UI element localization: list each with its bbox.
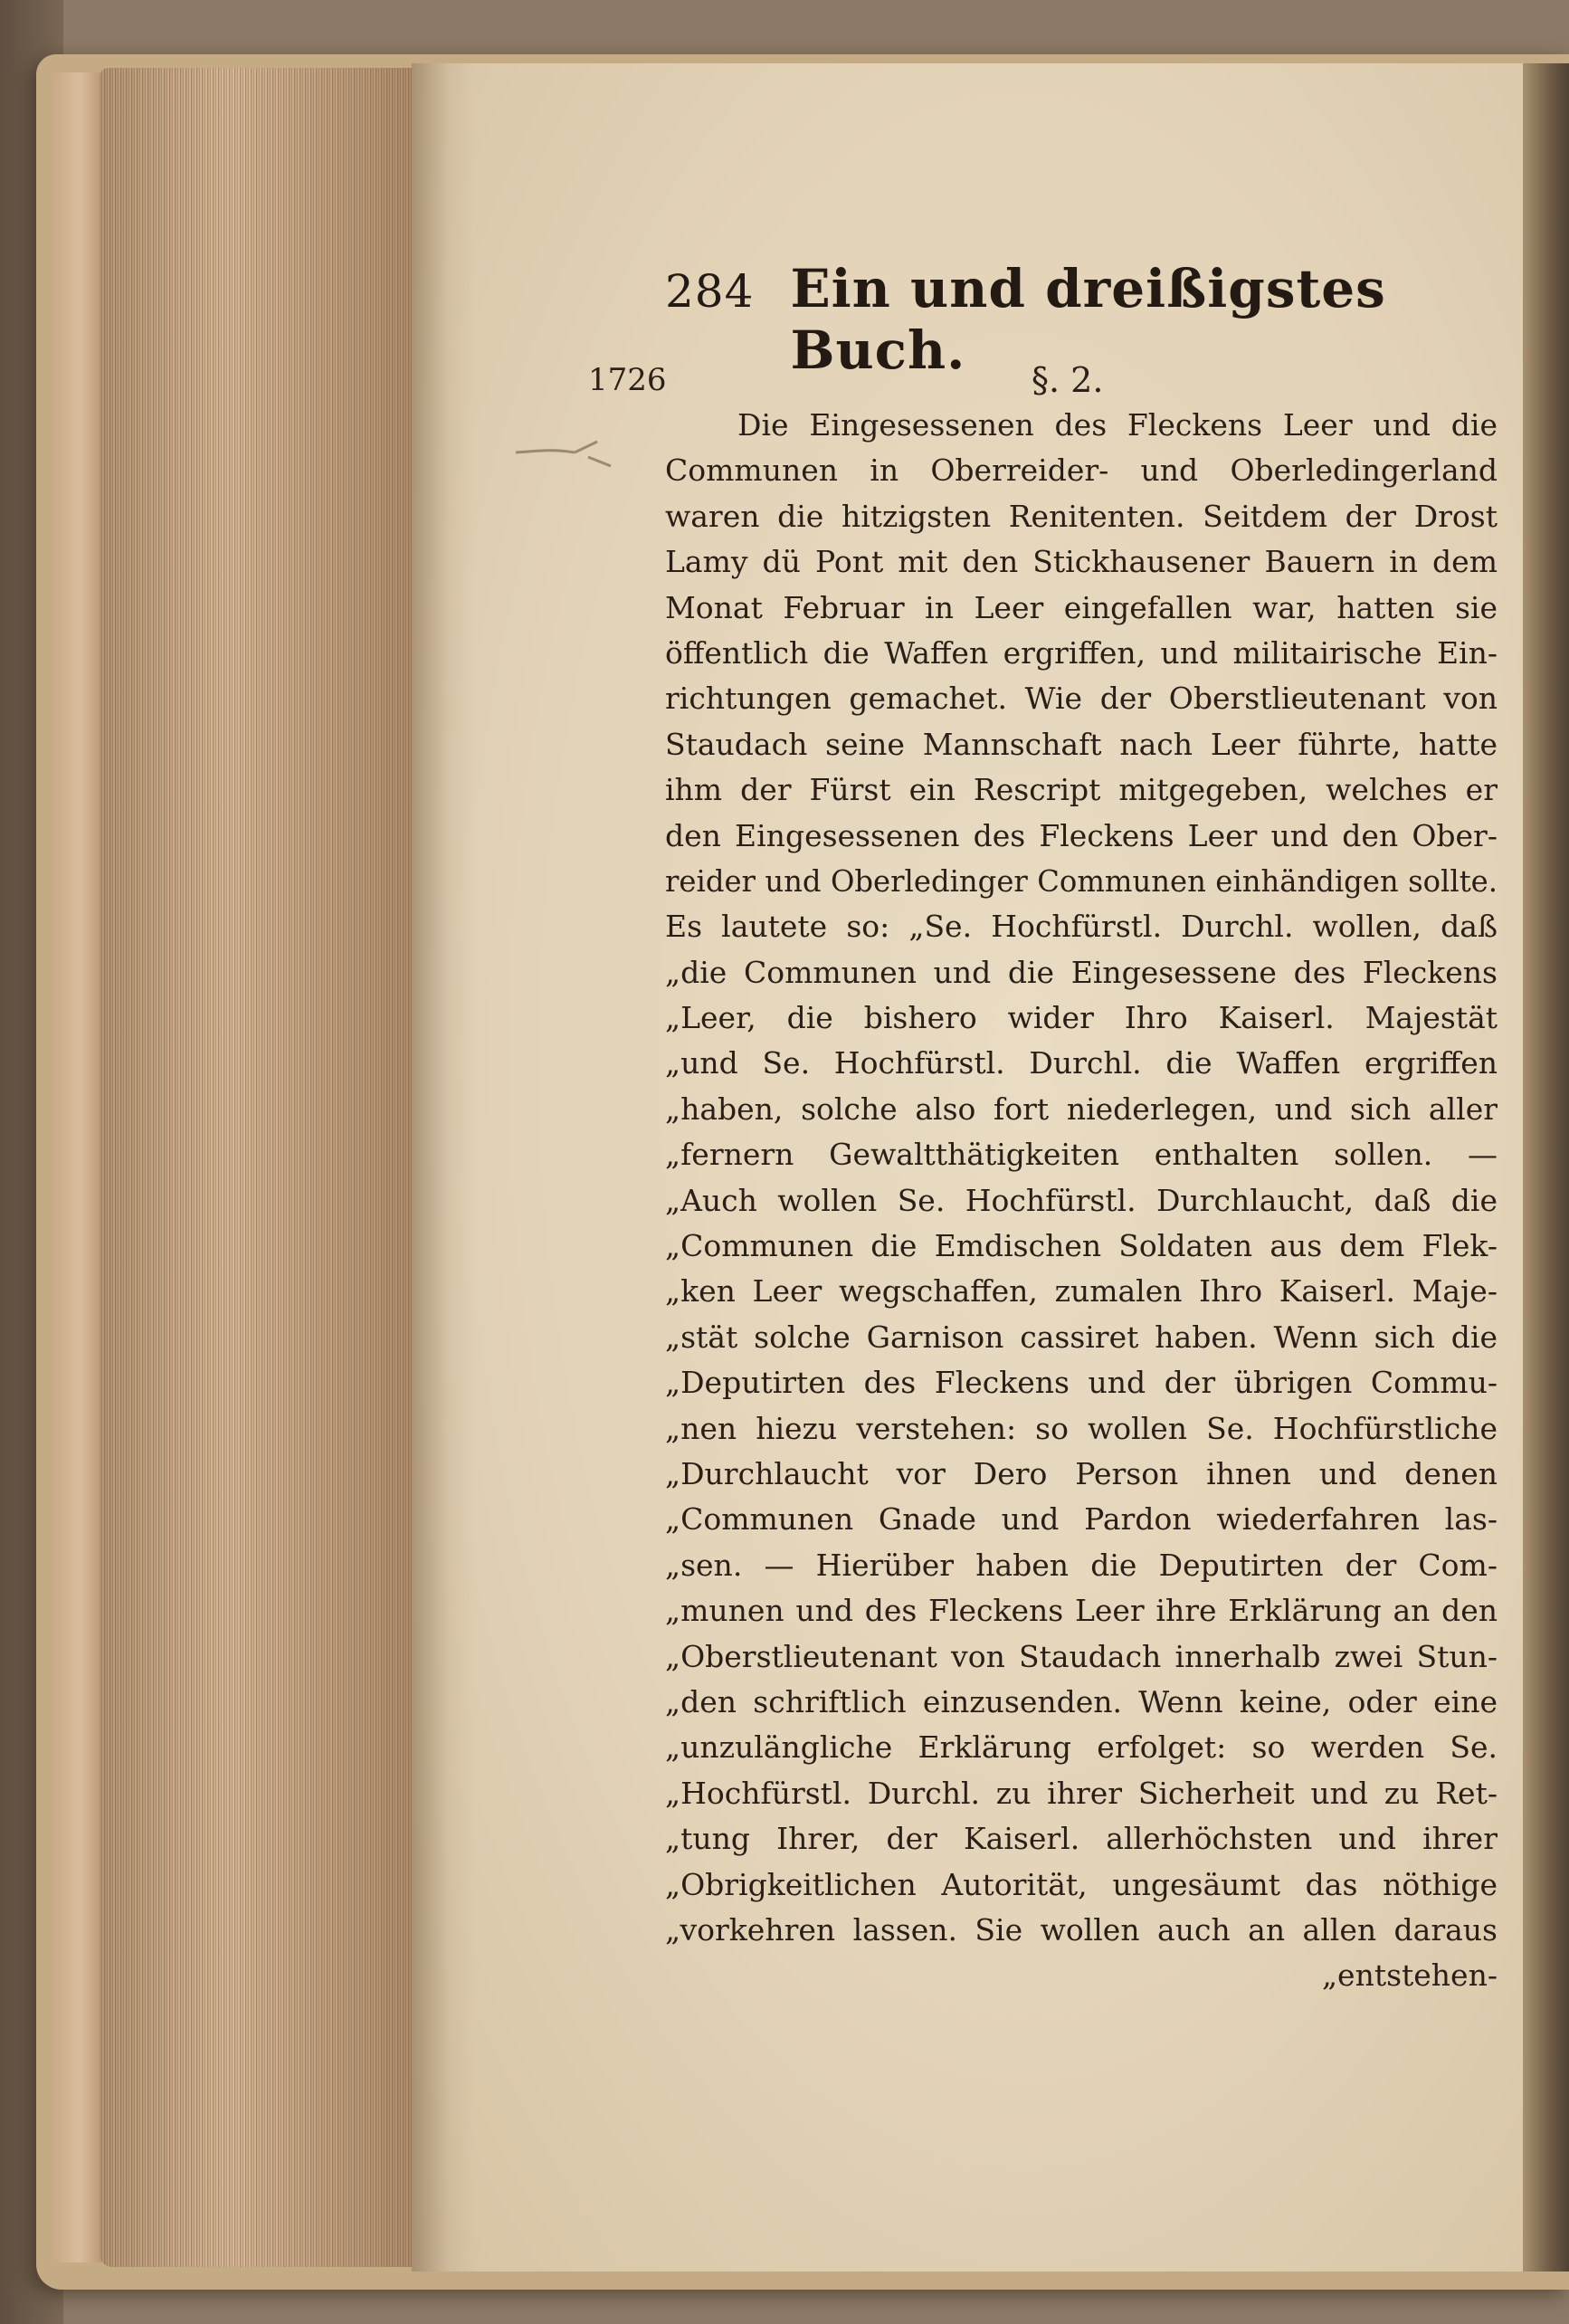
text-line: „Durchlaucht vor Dero Person ihnen und denen <box>665 1455 1498 1491</box>
text-line: „die Communen und die Eingesessene des Fleckens <box>665 954 1498 990</box>
text-line: den Eingesessenen des Fleckens Leer und den Ober- <box>665 817 1498 853</box>
text-line: „haben, solche also fort niederlegen, und sich aller <box>665 1091 1498 1127</box>
text-line: „entstehen- <box>1321 1957 1498 1994</box>
page-right-edge <box>1523 63 1569 2272</box>
text-line: „ken Leer wegschaffen, zumalen Ihro Kaiserl. Maje- <box>665 1273 1498 1310</box>
text-line: „Obrigkeitlichen Autorität, ungesäumt das nöthige <box>665 1866 1498 1902</box>
text-line: „stät solche Garnison cassiret haben. Wenn sich die <box>665 1319 1498 1355</box>
text-line: „fernern Gewaltthätigkeiten enthalten sollen. — <box>665 1137 1498 1173</box>
margin-pencil-mark <box>511 425 629 480</box>
text-line: „Deputirten des Fleckens und der übrigen Commu- <box>665 1365 1498 1401</box>
text-line: „unzulängliche Erklärung erfolget: so werden Se. <box>665 1729 1498 1766</box>
text-line: „munen und des Fleckens Leer ihre Erklärung an den <box>665 1593 1498 1629</box>
text-line: „Communen Gnade und Pardon wiederfahren las- <box>665 1501 1498 1538</box>
section-heading: §. 2. <box>1032 360 1104 400</box>
text-line: Communen in Oberreider- und Oberledingerland <box>665 452 1498 489</box>
text-line: waren die hitzigsten Renitenten. Seitdem der Drost <box>665 498 1498 534</box>
binding-edge <box>52 72 107 2262</box>
text-line: „sen. — Hierüber haben die Deputirten der Com- <box>665 1547 1498 1583</box>
text-line: Staudach seine Mannschaft nach Leer führte, hatte <box>665 726 1498 762</box>
text-line: öffentlich die Waffen ergriffen, und militairische Ein- <box>665 634 1498 671</box>
text-line: reider und Oberledinger Communen einhändigen sollte. <box>665 863 1498 899</box>
body-text <box>665 403 1498 1999</box>
text-line: „tung Ihrer, der Kaiserl. allerhöchsten und ihrer <box>665 1821 1498 1857</box>
text-line: „Leer, die bishero wider Ihro Kaiserl. Majestät <box>665 1000 1498 1036</box>
text-line: Monat Februar in Leer eingefallen war, hatten sie <box>665 589 1498 625</box>
text-line: „Oberstlieutenant von Staudach innerhalb zwei Stun- <box>665 1638 1498 1674</box>
text-line: Lamy dü Pont mit den Stickhausener Bauern in dem <box>665 544 1498 580</box>
page-gutter-shadow <box>412 63 475 2272</box>
page-number: 284 <box>665 265 755 318</box>
text-line: „Communen die Emdischen Soldaten aus dem Flek- <box>665 1228 1498 1264</box>
text-line: „den schriftlich einzusenden. Wenn keine, oder eine <box>665 1683 1498 1719</box>
text-line: „und Se. Hochfürstl. Durchl. die Waffen ergriffen <box>665 1045 1498 1081</box>
text-line: „Hochfürstl. Durchl. zu ihrer Sicherheit und zu Ret- <box>665 1775 1498 1811</box>
text-line: Es lautete so: „Se. Hochfürstl. Durchl. wollen, daß <box>665 909 1498 945</box>
margin-year: 1726 <box>588 362 667 398</box>
text-line: ihm der Fürst ein Rescript mitgegeben, welches er <box>665 772 1498 808</box>
text-line: richtungen gemachet. Wie der Oberstlieutenant von <box>665 681 1498 717</box>
page-header <box>665 258 1498 381</box>
text-line: „vorkehren lassen. Sie wollen auch an allen daraus <box>665 1911 1498 1948</box>
text-line: „Auch wollen Se. Hochfürstl. Durchlaucht, daß die <box>665 1182 1498 1218</box>
running-head: Ein und dreißigstes Buch. <box>790 258 1386 381</box>
text-line: „nen hiezu verstehen: so wollen Se. Hochfürstliche <box>665 1410 1498 1446</box>
text-line: Die Eingesessenen des Fleckens Leer und die <box>737 407 1498 443</box>
